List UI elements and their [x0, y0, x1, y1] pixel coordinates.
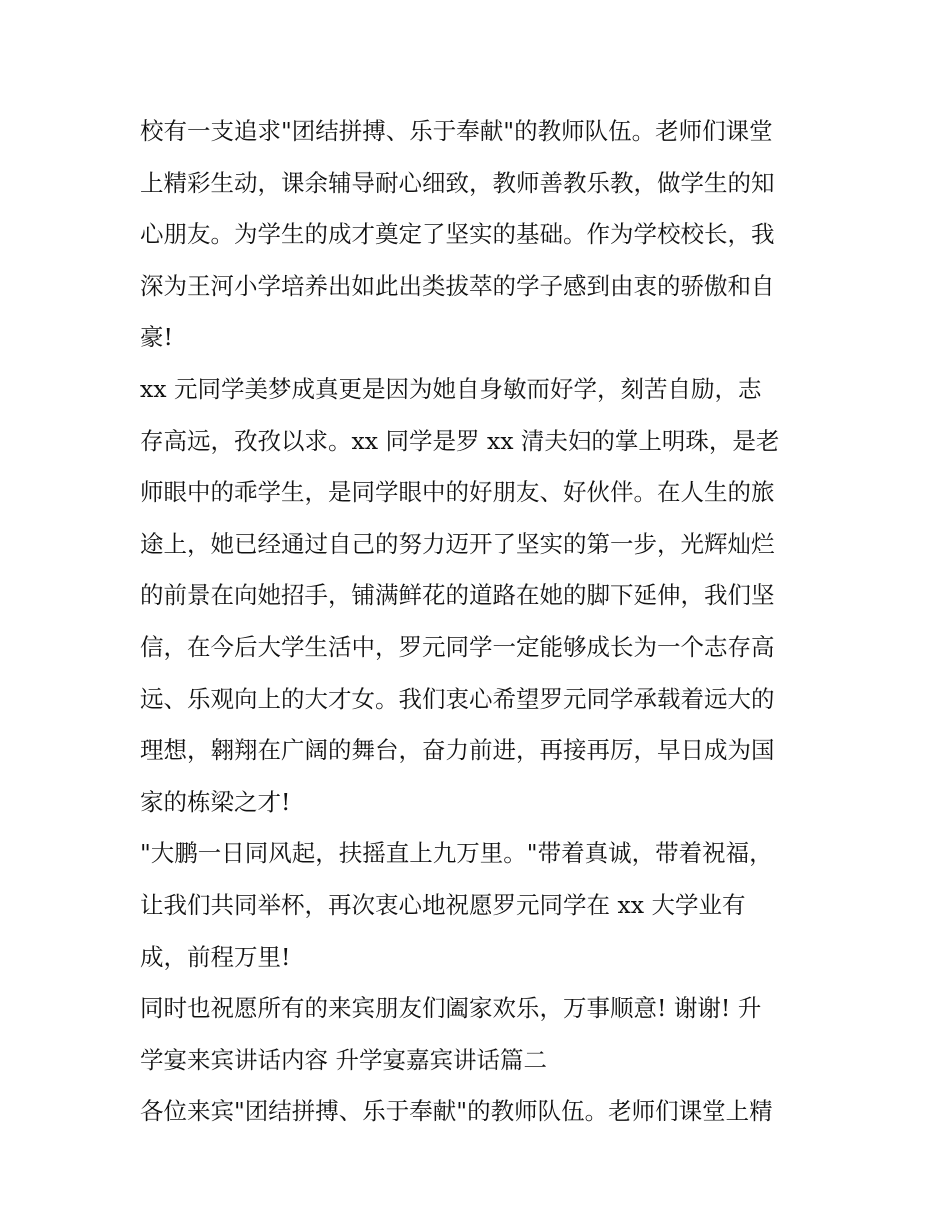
text-line: 存高远，孜孜以求。xx 同学是罗 xx 清夫妇的掌上明珠，是老	[140, 426, 780, 455]
text-line: 学宴来宾讲话内容 升学宴嘉宾讲话篇二	[140, 1045, 547, 1074]
paragraph-closing-thanks	[140, 983, 815, 1086]
text-line: 同时也祝愿所有的来宾朋友们阖家欢乐，万事顺意! 谢谢! 升	[140, 994, 762, 1023]
document-body	[140, 106, 815, 1138]
text-line: 信，在今后大学生活中，罗元同学一定能够成长为一个志存高	[140, 632, 775, 661]
text-line: 让我们共同举杯，再次衷心地祝愿罗元同学在 xx 大学业有	[140, 890, 746, 919]
paragraph-guest-speech-two	[140, 1086, 815, 1138]
text-line: 途上，她已经通过自己的努力迈开了坚实的第一步，光辉灿烂	[140, 529, 775, 558]
text-line: 豪!	[140, 323, 173, 352]
paragraph-school-teachers	[140, 106, 815, 364]
text-line: 理想，翱翔在广阔的舞台，奋力前进，再接再厉，早日成为国	[140, 736, 775, 765]
text-line: 深为王河小学培养出如此出类拔萃的学子感到由衷的骄傲和自	[140, 271, 775, 300]
text-line: 成，前程万里!	[140, 942, 291, 971]
text-line: 校有一支追求"团结拼搏、乐于奉献"的教师队伍。老师们课堂	[140, 117, 773, 145]
paragraph-student-praise	[140, 364, 815, 828]
text-line: 的前景在向她招手，铺满鲜花的道路在她的脚下延伸，我们坚	[140, 581, 775, 610]
text-line: xx 元同学美梦成真更是因为她自身敏而好学，刻苦自励，志	[140, 374, 762, 403]
text-line: 各位来宾"团结拼搏、乐于奉献"的教师队伍。老师们课堂上精	[140, 1097, 773, 1126]
paragraph-blessing-quote	[140, 828, 815, 983]
text-line: 远、乐观向上的大才女。我们衷心希望罗元同学承载着远大的	[140, 684, 775, 713]
text-line: "大鹏一日同风起，扶摇直上九万里。"带着真诚，带着祝福，	[140, 839, 773, 868]
text-line: 家的栋梁之才!	[140, 787, 291, 816]
text-line: 上精彩生动，课余辅导耐心细致，教师善教乐教，做学生的知	[140, 168, 775, 197]
text-line: 师眼中的乖学生，是同学眼中的好朋友、好伙伴。在人生的旅	[140, 478, 775, 507]
text-line: 心朋友。为学生的成才奠定了坚实的基础。作为学校校长，我	[140, 220, 775, 249]
